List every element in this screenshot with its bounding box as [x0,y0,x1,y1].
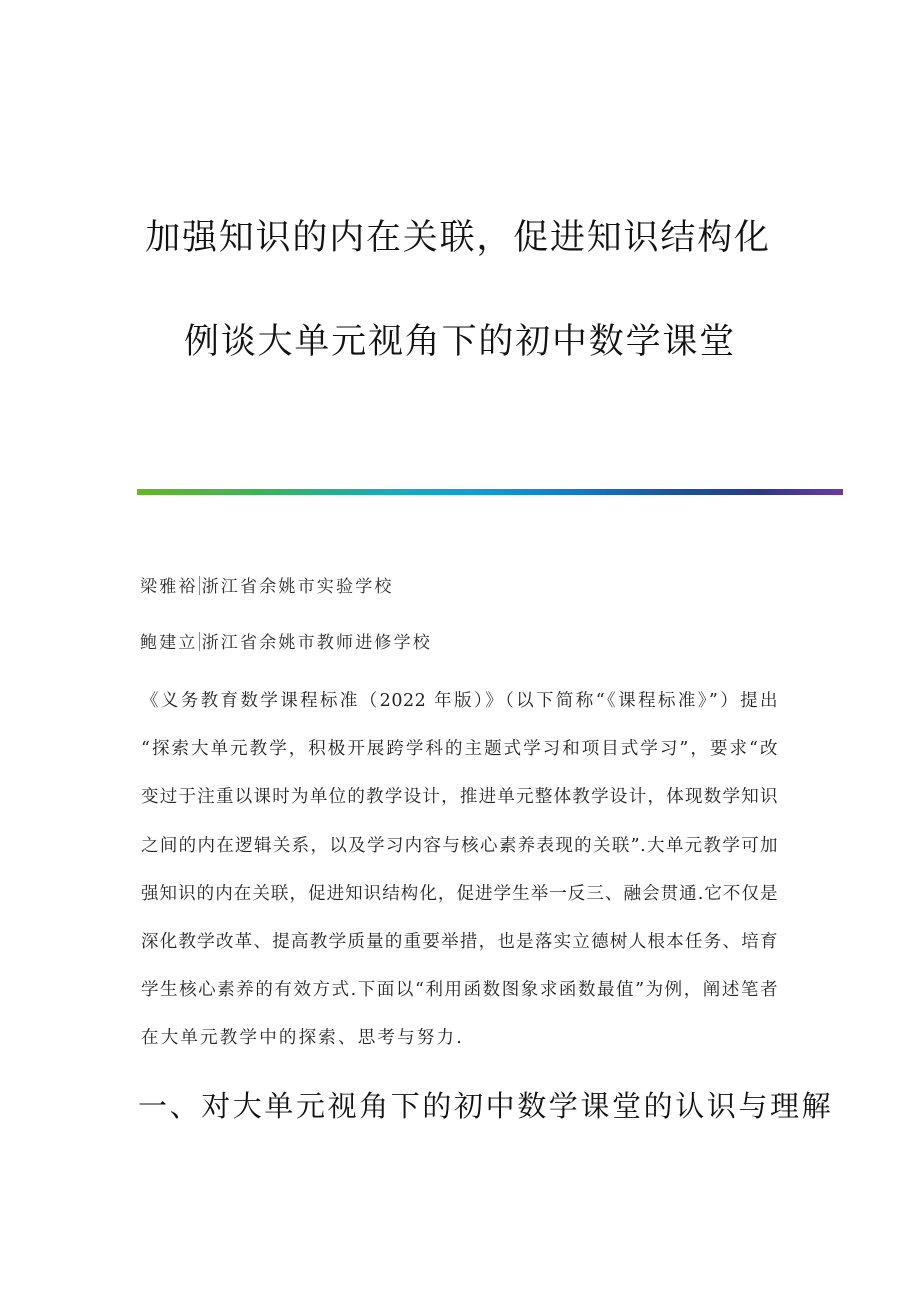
author-name: 鲍建立 [140,633,198,653]
paragraph-line: 深化教学改革、提高教学质量的重要举措，也是落实立德树人根本任务、培育 [141,931,778,952]
author-affiliation: 浙江省余姚市实验学校 [201,577,394,597]
paragraph-line: 《义务教育数学课程标准（2022 年版）》（以下简称“《课程标准》”）提出 [141,691,778,711]
document-title-line-1: 加强知识的内在关联，促进知识结构化 [145,218,771,258]
paragraph-line: 变过于注重以课时为单位的教学设计，推进单元整体教学设计，体现数学知识 [141,787,778,808]
author-name: 梁雅裕 [140,577,198,597]
separator-bar [199,576,200,595]
paragraph-line: “探索大单元教学，积极开展跨学科的主题式学习和项目式学习”，要求“改 [141,739,778,760]
paragraph-line: 学生核心素养的有效方式.下面以“利用函数图象求函数最值”为例，阐述笔者 [141,980,778,1001]
author-line [140,632,432,654]
author-affiliation: 浙江省余姚市教师进修学校 [201,633,433,653]
paragraph-line: 强知识的内在关联，促进知识结构化，促进学生举一反三、融会贯通.它不仅是 [141,883,778,904]
separator-bar [199,632,200,651]
paragraph-line: 之间的内在逻辑关系，以及学习内容与核心素养表现的关联”.大单元教学可加 [141,835,778,856]
document-title-line-2: 例谈大单元视角下的初中数学课堂 [183,322,736,362]
abstract-paragraph [141,688,778,1074]
section-heading: 一、对大单元视角下的初中数学课堂的认识与理解 [138,1089,834,1123]
author-line [140,576,394,598]
gradient-divider [137,489,843,495]
paragraph-line: 在大单元教学中的探索、思考与努力. [141,1028,464,1049]
